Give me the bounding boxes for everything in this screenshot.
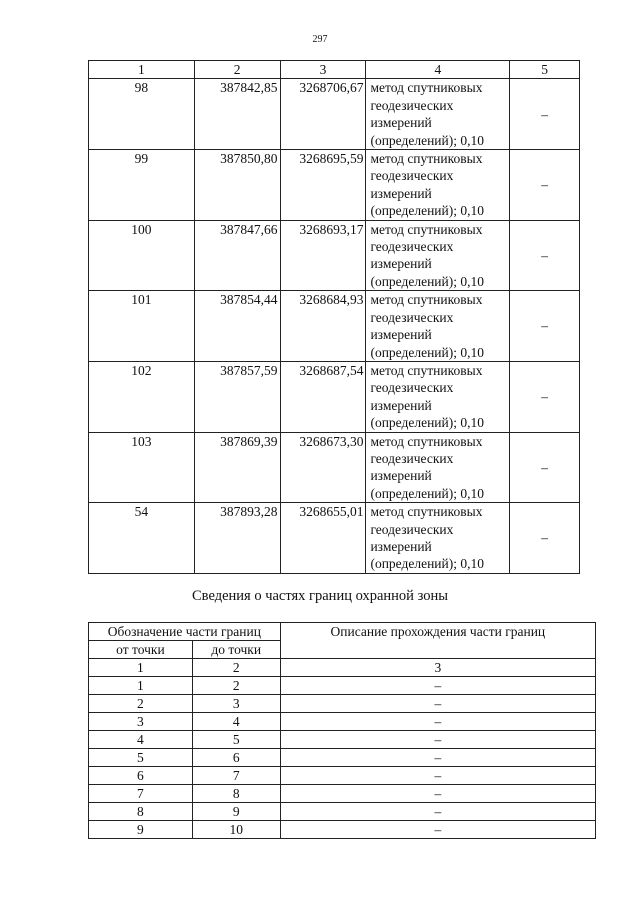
description-header: Описание прохождения части границ: [280, 623, 595, 659]
table-row: [89, 503, 580, 574]
table-row: [89, 731, 596, 749]
method-description: метод спутниковых геодезических измерений (определений); 0,10: [366, 432, 510, 503]
point-number: 103: [89, 432, 195, 503]
coordinates-header-row: [89, 61, 580, 79]
table-row: [89, 749, 596, 767]
table-row: [89, 291, 580, 362]
coordinate-x: 387847,66: [194, 220, 280, 291]
method-description: метод спутниковых геодезических измерений (определений); 0,10: [366, 291, 510, 362]
to-point: 9: [192, 803, 280, 821]
coordinate-x: 387869,39: [194, 432, 280, 503]
table-row: [89, 677, 596, 695]
to-point: 10: [192, 821, 280, 839]
column-header: 2: [194, 61, 280, 79]
part-description: –: [280, 821, 595, 839]
from-point: 7: [89, 785, 193, 803]
method-description: метод спутниковых геодезических измерений (определений); 0,10: [366, 79, 510, 150]
point-number: 98: [89, 79, 195, 150]
part-description: –: [280, 785, 595, 803]
boundary-parts-table: [88, 622, 596, 839]
table-row: [89, 79, 580, 150]
coordinate-y: 3268673,30: [280, 432, 366, 503]
coordinate-y: 3268655,01: [280, 503, 366, 574]
note-cell: –: [510, 79, 580, 150]
coordinate-y: 3268687,54: [280, 361, 366, 432]
coordinate-y: 3268695,59: [280, 150, 366, 221]
column-number: 3: [280, 659, 595, 677]
part-description: –: [280, 677, 595, 695]
method-description: метод спутниковых геодезических измерений (определений); 0,10: [366, 220, 510, 291]
table-row: [89, 150, 580, 221]
coordinate-x: 387893,28: [194, 503, 280, 574]
from-point: 5: [89, 749, 193, 767]
point-number: 54: [89, 503, 195, 574]
coordinate-x: 387854,44: [194, 291, 280, 362]
table-row: [89, 785, 596, 803]
from-point-header: от точки: [89, 641, 193, 659]
from-point: 4: [89, 731, 193, 749]
coordinate-x: 387850,80: [194, 150, 280, 221]
column-header: 1: [89, 61, 195, 79]
point-number: 101: [89, 291, 195, 362]
part-description: –: [280, 695, 595, 713]
to-point: 8: [192, 785, 280, 803]
to-point: 5: [192, 731, 280, 749]
from-point: 9: [89, 821, 193, 839]
part-description: –: [280, 803, 595, 821]
page-number: 297: [312, 34, 328, 45]
column-number-row: [89, 659, 596, 677]
column-number: 1: [89, 659, 193, 677]
table-row: [89, 432, 580, 503]
part-description: –: [280, 731, 595, 749]
table-row: [89, 361, 580, 432]
parts-header-row: [89, 623, 596, 641]
part-description: –: [280, 749, 595, 767]
table-row: [89, 803, 596, 821]
column-header: 3: [280, 61, 366, 79]
part-designation-header: Обозначение части границ: [89, 623, 281, 641]
from-point: 2: [89, 695, 193, 713]
coordinate-y: 3268693,17: [280, 220, 366, 291]
section-title: Сведения о частях границ охранной зоны: [192, 588, 448, 604]
from-point: 6: [89, 767, 193, 785]
point-number: 102: [89, 361, 195, 432]
point-number: 100: [89, 220, 195, 291]
method-description: метод спутниковых геодезических измерений (определений); 0,10: [366, 361, 510, 432]
method-description: метод спутниковых геодезических измерений (определений); 0,10: [366, 503, 510, 574]
from-point: 3: [89, 713, 193, 731]
part-description: –: [280, 767, 595, 785]
table-row: [89, 695, 596, 713]
to-point: 2: [192, 677, 280, 695]
method-description: метод спутниковых геодезических измерений (определений); 0,10: [366, 150, 510, 221]
coordinate-y: 3268684,93: [280, 291, 366, 362]
coordinates-table: [88, 60, 580, 574]
note-cell: –: [510, 432, 580, 503]
coordinate-y: 3268706,67: [280, 79, 366, 150]
to-point: 7: [192, 767, 280, 785]
to-point: 4: [192, 713, 280, 731]
from-point: 8: [89, 803, 193, 821]
coordinate-x: 387857,59: [194, 361, 280, 432]
table-row: [89, 767, 596, 785]
coordinate-x: 387842,85: [194, 79, 280, 150]
column-header: 4: [366, 61, 510, 79]
column-number: 2: [192, 659, 280, 677]
column-header: 5: [510, 61, 580, 79]
table-row: [89, 713, 596, 731]
note-cell: –: [510, 220, 580, 291]
table-row: [89, 821, 596, 839]
note-cell: –: [510, 291, 580, 362]
table-row: [89, 220, 580, 291]
to-point: 6: [192, 749, 280, 767]
from-point: 1: [89, 677, 193, 695]
part-description: –: [280, 713, 595, 731]
note-cell: –: [510, 150, 580, 221]
point-number: 99: [89, 150, 195, 221]
note-cell: –: [510, 361, 580, 432]
note-cell: –: [510, 503, 580, 574]
to-point: 3: [192, 695, 280, 713]
to-point-header: до точки: [192, 641, 280, 659]
